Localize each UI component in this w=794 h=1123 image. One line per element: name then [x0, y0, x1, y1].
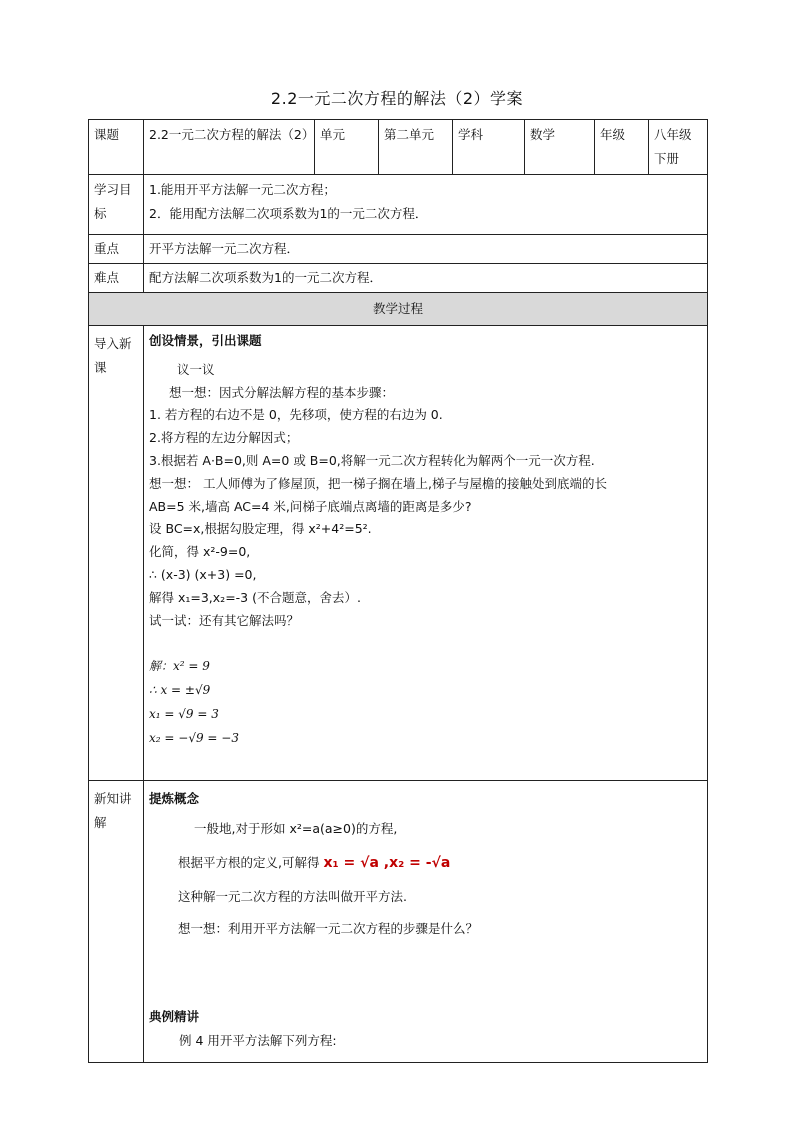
step-1: 1. 若方程的右边不是 0，先移项，使方程的右边为 0.: [149, 407, 443, 423]
page-title: 2.2一元二次方程的解法（2）学案: [270, 89, 524, 108]
process-header: 教学过程: [89, 293, 708, 326]
method-name: 这种解一元二次方程的方法叫做开平方法.: [178, 889, 407, 904]
think-steps-question: 想一想：利用开平方法解一元二次方程的步骤是什么？: [178, 921, 479, 936]
problem-line-1: 想一想： 工人师傅为了修屋顶，把一梯子搁在墙上,梯子与屋檐的接触处到底端的长: [149, 475, 607, 491]
unit-value: 第二单元: [379, 120, 453, 175]
topic-label: 课题: [89, 120, 144, 175]
goal-item-2: 2．能用配方法解二次项系数为1的一元二次方程．: [149, 206, 428, 221]
example-heading: 典例精讲: [149, 1009, 200, 1024]
difficulty-label: 难点: [89, 264, 144, 293]
discuss-label: 议一议: [177, 361, 215, 377]
lesson-plan-table: [88, 119, 708, 1063]
new-knowledge-content: [144, 781, 708, 1063]
goals-row: [89, 175, 708, 235]
unit-label: 单元: [315, 120, 379, 175]
process-header-row: [89, 293, 708, 326]
solution-line-1: 解：x² = 9: [149, 659, 210, 674]
intro-heading: 创设情景，引出课题: [149, 333, 262, 348]
new-knowledge-label: 新知讲解: [89, 781, 144, 1063]
goal-item-1: 1.能用开平方法解一元二次方程；: [149, 182, 336, 197]
intro-label: 导入新课: [89, 326, 144, 781]
difficulty-row: [89, 264, 708, 293]
formula: x₁ = √a ,x₂ = -√a: [323, 855, 451, 871]
solve-line: 解得 x₁=3,x₂=-3 (不合题意，舍去）.: [149, 589, 361, 605]
solution-line-4: x₂ = −√9 = −3: [149, 731, 239, 746]
step-3: 3.根据若 A·B=0,则 A=0 或 B=0,将解一元二次方程转化为解两个一元一次方程.: [149, 452, 595, 468]
solution-line-3: x₁ = √9 = 3: [149, 707, 219, 722]
intro-row: [89, 326, 708, 781]
problem-line-2: AB=5 米,墙高 AC=4 米,问梯子底端点离墙的距离是多少?: [149, 498, 472, 514]
set-line: 设 BC=x,根据勾股定理，得 x²+4²=5².: [149, 521, 372, 537]
topic-value: 2.2一元二次方程的解法（2）: [144, 120, 315, 175]
key-point-row: [89, 235, 708, 264]
step-2: 2.将方程的左边分解因式；: [149, 430, 299, 446]
therefore-line: ∴ (x-3) (x+3) =0,: [149, 566, 257, 582]
general-line: 一般地,对于形如 x²=a(a≥0)的方程,: [194, 821, 398, 836]
by-definition-text: 根据平方根的定义,可解得: [178, 855, 320, 870]
try-line: 试一试：还有其它解法吗？: [149, 612, 300, 628]
definition-line: [149, 841, 702, 875]
goals-content: [144, 175, 708, 235]
key-point-label: 重点: [89, 235, 144, 264]
think-steps: 想一想：因式分解法解方程的基本步骤：: [169, 384, 395, 400]
header-row: [89, 120, 708, 175]
simplify-line: 化简，得 x²-9=0,: [149, 544, 251, 560]
goals-label: 学习目标: [89, 175, 144, 235]
subject-value: 数学: [525, 120, 595, 175]
solution-line-2: ∴ x = ±√9: [149, 683, 211, 698]
difficulty-value: 配方法解二次项系数为1的一元二次方程．: [144, 264, 708, 293]
intro-content: [144, 326, 708, 781]
key-point-value: 开平方法解一元二次方程．: [144, 235, 708, 264]
new-knowledge-row: [89, 781, 708, 1063]
grade-label: 年级: [595, 120, 649, 175]
subject-label: 学科: [453, 120, 525, 175]
grade-value: 八年级下册: [649, 120, 708, 175]
concept-heading: 提炼概念: [149, 791, 200, 806]
example-4: 例 4 用开平方法解下列方程:: [179, 1033, 337, 1048]
